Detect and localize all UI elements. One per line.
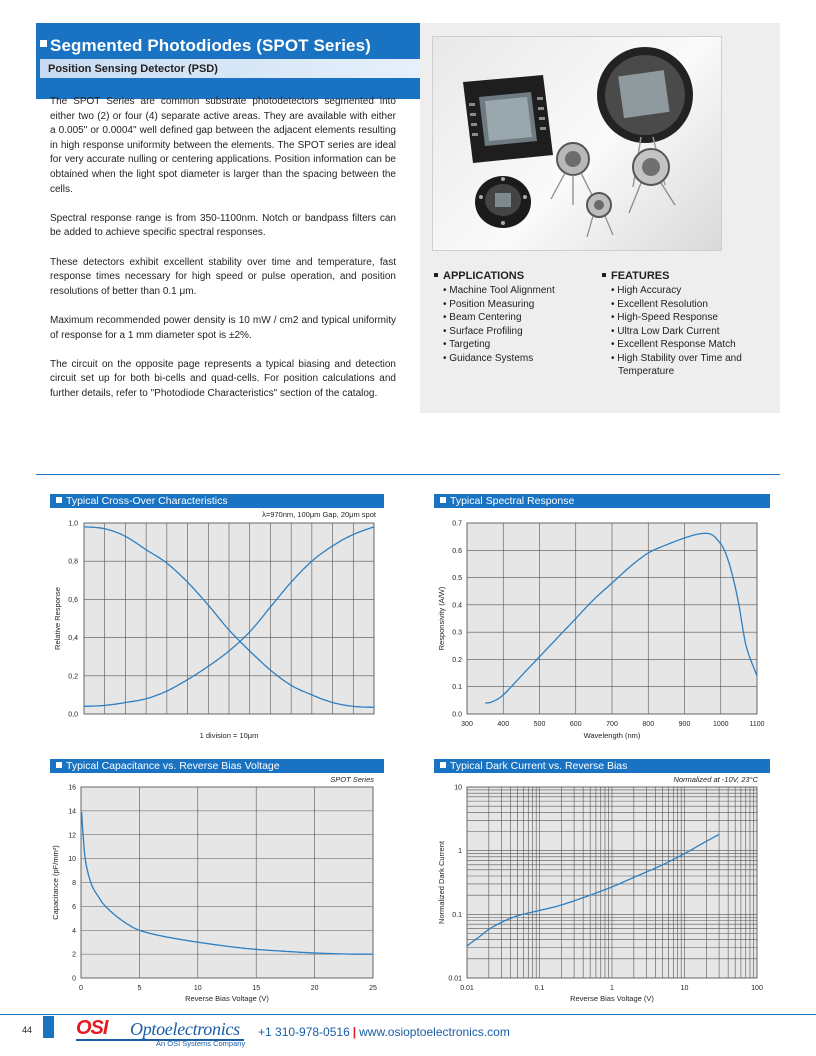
y-tick-label: 8	[72, 880, 76, 887]
section-divider	[36, 474, 780, 475]
title-square-icon	[440, 762, 446, 768]
x-tick-label: 800	[642, 721, 655, 728]
x-tick-label: 0	[79, 985, 83, 992]
contact-line	[258, 1025, 510, 1039]
phone-number: +1 310-978-0516	[258, 1025, 350, 1039]
x-tick-label: 1100	[749, 721, 765, 728]
page-title-text: Segmented Photodiodes (SPOT Series)	[50, 36, 371, 55]
list-item: • Machine Tool Alignment	[434, 284, 555, 298]
title-square-icon	[440, 497, 446, 503]
logo-optoelectronics: Optoelectronics	[130, 1019, 240, 1039]
list-item: • Excellent Response Match	[602, 338, 772, 352]
y-tick-label: 0.3	[452, 629, 462, 637]
y-tick-label: 0.0	[452, 711, 462, 719]
list-item: • Guidance Systems	[434, 352, 555, 366]
intro-paragraph-2: Spectral response range is from 350-1100nm. Notch or bandpass filters can be added to achieve specific spectral responses.	[50, 212, 396, 239]
dark-current-chart-note: Normalized at -10V, 23°C	[673, 775, 758, 784]
logo-osi: OSI	[76, 1017, 108, 1039]
list-item: • Excellent Resolution	[602, 298, 772, 312]
x-axis-label: Wavelength (nm)	[583, 731, 641, 740]
page-number: 44	[22, 1025, 33, 1035]
crossover-chart-title-text: Typical Cross-Over Characteristics	[66, 495, 228, 507]
x-tick-label: 25	[369, 985, 377, 992]
y-tick-label: 6	[72, 903, 76, 911]
y-tick-label: 0,4	[68, 635, 78, 643]
x-tick-label: 10	[680, 985, 689, 992]
title-square-icon	[40, 40, 47, 47]
features-heading-text: FEATURES	[611, 270, 670, 282]
capacitance-chart-note: SPOT Series	[330, 775, 374, 784]
page-subtitle: Position Sensing Detector (PSD)	[40, 59, 420, 79]
list-item: • Targeting	[434, 338, 555, 352]
intro-paragraph-4: Maximum recommended power density is 10 mW / cm2 and typical uniformity of response for a 1 mm diameter spot is ±2%.	[50, 314, 396, 341]
y-tick-label: 12	[68, 832, 76, 840]
square-package-icon	[463, 75, 553, 163]
dark-current-chart	[434, 780, 770, 1008]
x-tick-label: 600	[569, 721, 582, 728]
x-tick-label: 1	[610, 985, 614, 992]
list-item: • Surface Profiling	[434, 325, 555, 339]
crossover-chart	[48, 514, 384, 746]
intro-paragraph-5: The circuit on the opposite page represents a typical biasing and detection circuit set up for both bi-cells and quad-cells. For position calculations and further details, refer to "Photodiode Characteristics" section of the catalog.	[50, 358, 396, 399]
page-title	[40, 36, 371, 56]
features-heading	[602, 270, 772, 282]
capacitance-chart-title	[50, 759, 384, 773]
y-tick-label: 0,2	[68, 673, 78, 681]
square-bullet-icon	[434, 273, 438, 277]
crossover-chart-title	[50, 494, 384, 508]
applications-heading	[434, 270, 555, 282]
x-tick-label: 700	[606, 721, 618, 728]
spectral-chart-title-text: Typical Spectral Response	[450, 495, 575, 507]
y-tick-label: 0.1	[452, 911, 462, 919]
y-axis-label: Responsivity (A/W)	[437, 586, 446, 651]
y-tick-label: 0.4	[452, 602, 462, 610]
x-tick-label: 0.01	[460, 985, 474, 992]
square-bullet-icon	[602, 273, 606, 277]
x-tick-label: 500	[533, 721, 546, 728]
x-tick-label: 20	[310, 985, 319, 992]
y-tick-label: 0.7	[452, 520, 462, 528]
x-tick-label: 1000	[712, 721, 729, 728]
intro-paragraph-3: These detectors exhibit excellent stability over time and temperature, fast response times necessary for high speed or pulse operation, and position resolutions of better than 0.1 μm.	[50, 256, 396, 297]
contact-separator: |	[352, 1025, 357, 1039]
flat-round-package-icon	[475, 176, 531, 228]
y-tick-label: 10	[68, 856, 76, 864]
website-link[interactable]: www.osioptoelectronics.com	[359, 1025, 510, 1039]
y-tick-label: 0.5	[452, 575, 462, 583]
y-tick-label: 14	[68, 808, 76, 816]
capacitance-chart	[48, 780, 384, 1008]
x-tick-label: 300	[461, 721, 473, 728]
x-tick-label: 400	[497, 721, 510, 728]
y-tick-label: 16	[68, 784, 76, 792]
list-item: • Position Measuring	[434, 298, 555, 312]
title-square-icon	[56, 497, 62, 503]
logo-subtitle: An OSI Systems Company	[156, 1039, 246, 1048]
x-tick-label: 0.1	[534, 985, 545, 992]
product-photo	[432, 36, 722, 251]
y-tick-label: 1	[458, 848, 462, 856]
page-marker	[43, 1016, 54, 1038]
y-axis-label: Capacitance (pF/mm²)	[51, 845, 60, 920]
y-tick-label: 1,0	[68, 520, 78, 528]
y-tick-label: 0,6	[68, 596, 78, 604]
intro-text	[50, 95, 396, 416]
y-tick-label: 4	[72, 927, 76, 935]
applications-heading-text: APPLICATIONS	[443, 270, 525, 282]
footer-rule	[0, 1014, 816, 1015]
crossover-chart-note: λ=970nm, 100μm Gap, 20μm spot	[262, 510, 376, 519]
y-tick-label: 0.1	[452, 684, 462, 692]
capacitance-chart-title-text: Typical Capacitance vs. Reverse Bias Voltage	[66, 760, 280, 772]
y-tick-label: 0.01	[448, 975, 462, 983]
list-item: • Beam Centering	[434, 311, 555, 325]
applications-list	[434, 270, 555, 365]
list-item: • High Accuracy	[602, 284, 772, 298]
y-tick-label: 0.2	[452, 656, 462, 664]
list-item: • High-Speed Response	[602, 311, 772, 325]
dark-current-chart-title-text: Typical Dark Current vs. Reverse Bias	[450, 760, 628, 772]
y-tick-label: 0.6	[452, 547, 462, 555]
features-list	[602, 270, 772, 379]
x-tick-label: 100	[751, 985, 763, 992]
x-tick-label: 900	[678, 721, 691, 728]
x-tick-label: 15	[252, 985, 261, 992]
dark-current-chart-title	[434, 759, 770, 773]
x-tick-label: 10	[193, 985, 202, 992]
title-square-icon	[56, 762, 62, 768]
intro-paragraph-1: The SPOT Series are common substrate photodetectors segmented into either two (2) or four (4) separate active areas. They are available with either a 0.005" or 0.0004" well defined gap between the adjacent elements resulting in high response uniformity between the elements. The SPOT series are ideal for very accurate nulling or centering applications. Position information can be obtained when the light spot diameter is larger than the spacing between the cells.	[50, 96, 396, 195]
list-item: • Ultra Low Dark Current	[602, 325, 772, 339]
spectral-chart-title	[434, 494, 770, 508]
y-axis-label: Relative Response	[53, 587, 62, 650]
y-tick-label: 0,0	[68, 711, 78, 719]
to-can-package-icon	[551, 143, 675, 237]
y-tick-label: 0,8	[68, 558, 78, 566]
x-tick-label: 5	[137, 985, 142, 992]
y-tick-label: 2	[72, 951, 76, 959]
list-item: • High Stability over Time and Temperature	[602, 352, 772, 379]
product-photo-illustration	[433, 37, 722, 251]
x-axis-label: Reverse Bias Voltage (V)	[185, 994, 269, 1003]
spectral-chart	[434, 514, 770, 746]
x-axis-label: 1 division = 10μm	[199, 731, 259, 740]
y-tick-label: 0	[72, 975, 76, 983]
y-tick-label: 10	[454, 784, 462, 792]
y-axis-label: Normalized Dark Current	[437, 841, 446, 924]
x-axis-label: Reverse Bias Voltage (V)	[570, 994, 654, 1003]
